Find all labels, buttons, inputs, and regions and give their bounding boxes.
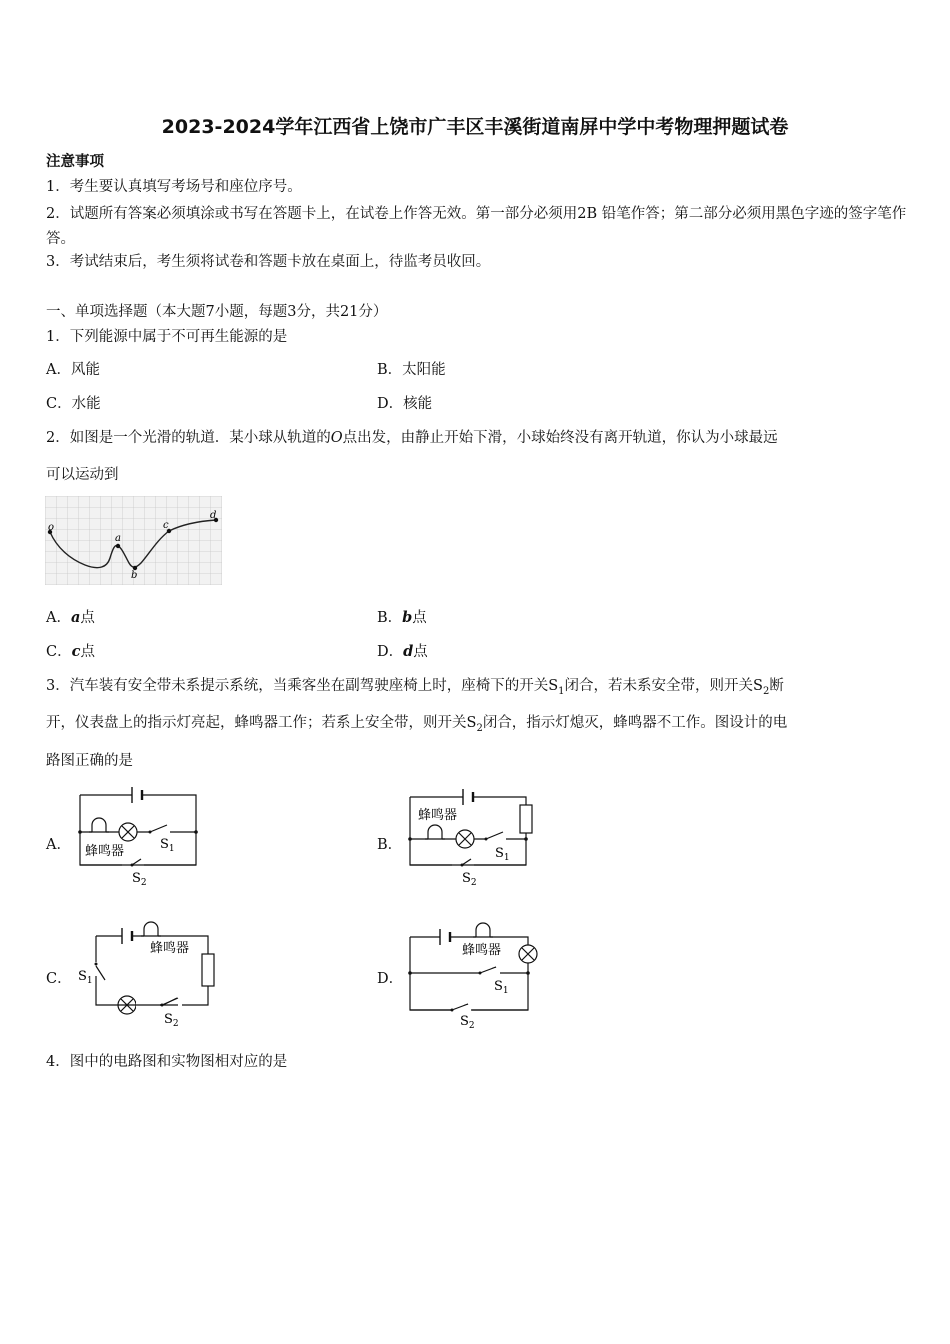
label-d: d	[210, 510, 217, 521]
q4-stem: 4．图中的电路图和实物图相对应的是	[46, 1054, 288, 1070]
q3-stem-line1: 3．汽车装有安全带未系提示系统，当乘客坐在副驾驶座椅上时，座椅下的开关$S_1$闭合，若未系安全带，则开关$S_2$断	[46, 678, 784, 697]
section-heading: 一、单项选择题（本大题7小题，每题3分，共21分）	[46, 304, 388, 320]
buzzer-label-a: 蜂鸣器	[85, 844, 125, 859]
buzzer-label-b: 蜂鸣器	[418, 808, 458, 823]
circuit-d	[400, 915, 550, 1030]
q3-option-a[interactable]: A．	[46, 837, 71, 853]
circuit-a	[70, 785, 210, 890]
s2-label-c: $S_2$	[164, 1012, 179, 1029]
s2-label-b: $S_2$	[462, 871, 477, 888]
buzzer-label-c: 蜂鸣器	[150, 941, 190, 956]
circuit-b	[400, 785, 545, 890]
s1-label-c: $S_1$	[78, 969, 93, 986]
q1-option-c[interactable]: C．水能	[46, 396, 101, 412]
s2-label-d: $S_2$	[460, 1014, 475, 1030]
q1-stem: 1．下列能源中属于不可再生能源的是	[46, 329, 288, 345]
q3-option-d[interactable]: D．	[377, 971, 404, 987]
buzzer-label-d: 蜂鸣器	[462, 943, 502, 958]
q2-stem-line2: 可以运动到	[46, 467, 119, 483]
notes-item-3: 3．考试结束后，考生须将试卷和答题卡放在桌面上，待监考员收回。	[46, 254, 491, 270]
q3-stem-line2: 开，仪表盘上的指示灯亮起，蜂鸣器工作；若系上安全带，则开关$S_2$闭合，指示灯熄灭，蜂鸣器不工作。图设计的电	[46, 715, 788, 734]
notes-item-1: 1．考生要认真填写考场号和座位序号。	[46, 179, 302, 195]
notes-heading: 注意事项	[46, 153, 104, 170]
q1-option-d[interactable]: D．核能	[377, 396, 433, 412]
q2-option-a[interactable]: A．a点	[46, 609, 95, 626]
notes-item-2: 2．试题所有答案必须填涂或书写在答题卡上，在试卷上作答无效。第一部分必须用2B 铅笔作答；第二部分必须用黑色字迹的签字笔作答。	[46, 206, 907, 247]
track-figure	[45, 496, 222, 585]
s1-label-b: $S_1$	[495, 846, 510, 863]
label-a: a	[115, 533, 121, 544]
q2-option-c[interactable]: C．c点	[46, 643, 95, 660]
q1-option-a[interactable]: A．风能	[46, 362, 100, 378]
q2-option-d[interactable]: D．d点	[377, 643, 428, 660]
s2-label-a: $S_2$	[132, 871, 147, 888]
q1-option-b[interactable]: B．太阳能	[377, 362, 446, 378]
s1-label-a: $S_1$	[160, 837, 175, 854]
q2-option-b[interactable]: B．b点	[377, 609, 427, 626]
q3-option-b[interactable]: B．	[377, 837, 403, 853]
q2-stem-line1: 2．如图是一个光滑的轨道．某小球从轨道的O点出发，由静止开始下滑，小球始终没有离开轨道，你认为小球最远	[46, 430, 778, 446]
label-c: c	[163, 520, 169, 531]
q3-stem-line3: 路图正确的是	[46, 753, 133, 769]
label-b: b	[131, 570, 138, 581]
circuit-c	[72, 910, 222, 1030]
page-title: 2023-2024学年江西省上饶市广丰区丰溪街道南屏中学中考物理押题试卷	[161, 116, 789, 138]
s1-label-d: $S_1$	[494, 979, 509, 996]
q3-option-c[interactable]: C．	[46, 971, 72, 987]
label-o: o	[48, 522, 55, 533]
